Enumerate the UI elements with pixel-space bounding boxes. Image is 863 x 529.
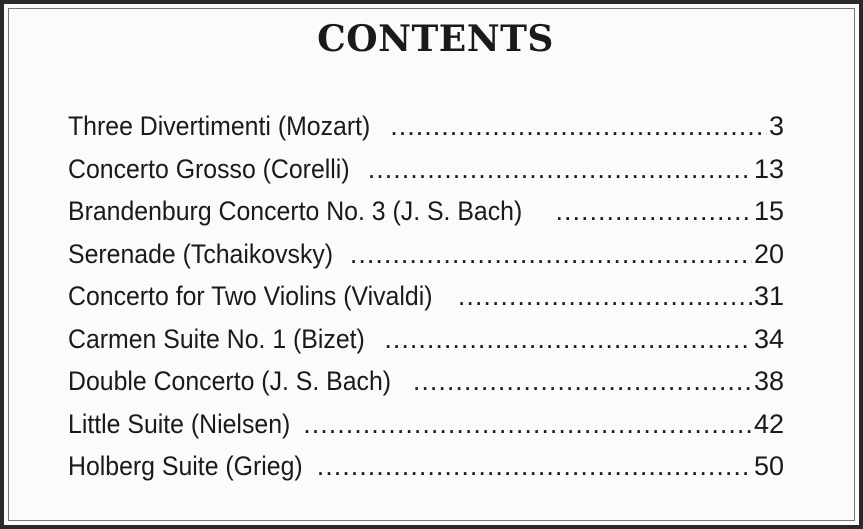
toc-entry [68, 154, 784, 197]
toc-entry-title: Double Concerto (J. S. Bach) [68, 366, 392, 396]
toc-entry-title: Carmen Suite No. 1 (Bizet) [68, 323, 365, 354]
dot-leader [458, 281, 752, 312]
toc-page-number: 15 [753, 196, 784, 226]
dot-leader [384, 324, 752, 355]
toc-entry-title: Brandenburg Concerto No. 3 (J. S. Bach) [68, 196, 523, 226]
toc-entry [68, 281, 784, 324]
toc-entry [68, 324, 784, 367]
toc-page-number: 31 [753, 281, 784, 311]
dot-leader [303, 409, 752, 440]
dot-leader [555, 196, 752, 227]
toc-page-number: 34 [753, 323, 784, 354]
table-of-contents [68, 111, 784, 494]
dot-leader [368, 154, 752, 185]
toc-entry-title: Holberg Suite (Grieg) [68, 451, 303, 481]
toc-entry [68, 239, 784, 282]
toc-entry-title: Little Suite (Nielsen) [68, 408, 291, 439]
dot-leader [350, 239, 752, 270]
toc-entry [68, 409, 784, 452]
toc-entry-title: Serenade (Tchaikovsky) [68, 238, 334, 269]
toc-entry-title: Concerto for Two Violins (Vivaldi) [68, 281, 433, 311]
dot-leader [413, 366, 752, 397]
toc-page-number: 13 [753, 153, 784, 184]
toc-page-number: 38 [753, 366, 784, 396]
toc-page-number: 20 [753, 238, 784, 269]
toc-entry [68, 366, 784, 409]
toc-entry [68, 451, 784, 494]
dot-leader [317, 451, 752, 482]
toc-entry-title: Concerto Grosso (Corelli) [68, 153, 350, 184]
toc-page-number: 42 [753, 408, 784, 439]
toc-entry [68, 196, 784, 239]
page-title: CONTENTS [317, 18, 554, 60]
toc-page-number: 50 [753, 451, 784, 481]
toc-page-number: 3 [768, 111, 784, 141]
toc-entry-title: Three Divertimenti (Mozart) [68, 111, 371, 141]
dot-leader [390, 111, 767, 142]
toc-entry [68, 111, 784, 154]
